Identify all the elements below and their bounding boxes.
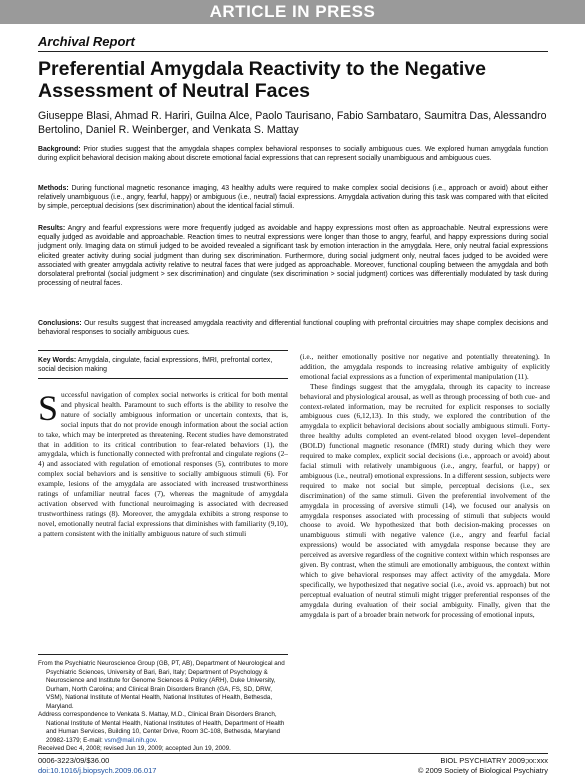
keywords-rule xyxy=(38,350,288,351)
drop-cap: S xyxy=(38,388,59,428)
received-dates: Received Dec 4, 2008; revised Jun 19, 2009; accepted Jun 19, 2009. xyxy=(38,745,231,752)
email-link[interactable]: vsm@mail.nih.gov xyxy=(104,736,156,744)
affiliation-rule xyxy=(38,654,288,655)
footer-right xyxy=(418,756,548,776)
abstract-background: Background: Prior studies suggest that the amygdala shapes complex behavioral responses to socially ambiguous cues. We explored human amygdala function during explicit behavioral decision making about discrete emotional facial expressions that can represent socially unambiguous and ambiguous cues. xyxy=(38,146,548,163)
abstract-conclusions: Conclusions: Our results suggest that increased amygdala reactivity and differential functional coupling with prefrontal circuitries may shape complex decisions and behavioral responses to socially ambiguous cues. xyxy=(38,320,548,337)
right-column-paragraph-2: These findings suggest that the amygdala, through its capacity to increase behavioral and physiological arousal, as well as through processing of both cue- and context-related information, may be recruited for explicit responses to socially ambiguous cues (6,12,13). In this study, we explored the contribution of the amygdala to explicit behavioral decisions about socially ambiguous stimuli. Forty-three healthy adults completed an event-related blood oxygen level–dependent (BOLD) functional magnetic resonance (fMRI) study during which they were required to make complex, explicit social decisions (i.e., approach or avoid) about facial stimuli with relatively unambiguous (i.e., angry, fearful, or happy) or ambiguous (i.e., neutral) emotional expressions. In a different session, subjects were required to make not social but simple, perceptual decisions (i.e., sex discrimination) of the same stimuli. Given the preferential involvement of the amygdala in processing of aversive stimuli (14), we focused our analysis on amygdala responses associated with processing of stimuli that subjects would choose to avoid. We hypothesized that both decision-making processes on unambiguous stimuli with negative valence (i.e., angry and fearful facial expressions) would be associated with amygdala response because they are perceived as aversive regardless of the cognitive context within which responses are given. By contrast, when the stimuli are emotionally ambiguous, the context within which to give behavioral responses may affect activity of the amygdala. More specifically, we hypothesized that negative social (i.e., avoid vs. approach) but not perceptual evaluation of neutral stimuli might trigger preferential responses of the amygdala during evaluation of their social ambiguity. Finally, given that the amygdala is part of a broader brain network for processing of emotional inputs, xyxy=(300,381,550,619)
copyright: © 2009 Society of Biological Psychiatry xyxy=(417,766,548,775)
keywords: Key Words: Amygdala, cingulate, facial expressions, fMRI, prefrontal cortex, social decision making xyxy=(38,357,273,374)
section-label: Archival Report xyxy=(38,34,135,49)
abstract-results: Results: Angry and fearful expressions were more frequently judged as avoidable and happy expressions most often as approachable. Neutral expressions were equally judged as avoidable and approachable. Reaction times to neutral expressions were longer than those to angry, fearful, and happy expressions during social judgment only. Imaging data on stimuli judged to be avoided revealed a significant task by emotion interaction in the amygdala. Here, only neutral facial expressions elicited greater activity during social judgment than during sex discrimination. Furthermore, during social judgment only, neutral faces judged to be avoided were associated with greater amygdala activity relative to neutral faces that were judged as approachable. Moreover, functional coupling between the amygdala and both dorsolateral prefrontal (social judgment > sex discrimination) and cingulate (sex discrimination > social judgment) cortices was differentially modulated by task during processing of neutral faces. xyxy=(38,225,548,288)
body-left-column: Successful navigation of complex social networks is critical for both mental and physical health. Paramount to such efforts is the ability to resolve the nature of socially ambiguous information or uncertain contexts, that is, social inputs that do not provide enough information about the social action to take, which may be interpreted as threatening. Recent studies have demonstrated that in addition to its critical contribution to fear-related behaviors (1), the amygdala, which is functionally connected with prefrontal and cingulate regions (2–4) and associated with regulation of emotional responses (5), contributes to more complex social behaviors and is sensitive to socially ambiguous stimuli (6). For example, lesions of the amygdala are associated with increased trustworthiness ratings of unfamiliar neutral faces (7), whereas the magnitude of amygdala activation observed with functional neuroimaging is associated with decreased trustworthiness ratings (8). Moreover, the amygdala exhibits a strong response to novel, emotionally neutral facial expressions that diminishes with familiarity (9,10), a pattern consistent with the initially ambiguous nature of such stimuli xyxy=(38,388,288,538)
correspondence: Address correspondence to Venkata S. Mattay, M.D., Clinical Brain Disorders Branch, National Institute of Mental Health, National Institutes of Health, Department of Health and Human Services, Building 10, Center Drive, Room 3C-108, Bethesda, Maryland 20982-1379; E-mail: vsm@mail.nih.gov. xyxy=(38,711,285,744)
body-right-column xyxy=(300,352,550,619)
issn: 0006-3223/09/$36.00 xyxy=(38,756,110,765)
affiliation-from: From the Psychiatric Neuroscience Group (GB, PT, AB), Department of Neurological and Psychiatric Sciences, University of Bari, Bari, Italy; Department of Psychology & Neuroscience and Institute for Genome Sciences & Policy (ARH), Duke University, Durham, North Carolina; and Clinical Brain Disorders Branch (GA, FS, SD, DRW, VSM), National Institute of Mental Health, National Institutes of Health, Bethesda, Maryland. xyxy=(38,660,285,710)
author-list: Giuseppe Blasi, Ahmad R. Hariri, Guilna Alce, Paolo Taurisano, Fabio Sambataro, Saumitra Das, Alessandro Bertolino, Daniel R. Weinberger, and Venkata S. Mattay xyxy=(38,110,547,136)
header-rule xyxy=(38,51,548,52)
journal-citation: BIOL PSYCHIATRY 2009;xx:xxx xyxy=(440,756,548,765)
article-in-press-banner: ARTICLE IN PRESS xyxy=(0,0,585,24)
affiliations xyxy=(38,660,288,754)
abstract-methods: Methods: During functional magnetic resonance imaging, 43 healthy adults were required to make complex social decisions (i.e., approach or avoid) about either relatively unambiguous (i.e., angry, fearful, happy) or ambiguous (i.e., neutral) facial expressions. Amygdala activation during this task was compared with that elicited by simple, perceptual decisions (sex discrimination) about the identical facial stimuli. xyxy=(38,185,548,211)
doi-link[interactable]: doi:10.1016/j.biopsych.2009.06.017 xyxy=(38,766,157,775)
footer-rule xyxy=(38,753,548,754)
keywords-rule-bottom xyxy=(38,378,288,379)
footer-left xyxy=(38,756,156,776)
right-column-paragraph-1: (i.e., neither emotionally positive nor negative and potentially threatening). In addition, the amygdala responds to increasing relative ambiguity of explicitly emotional facial expressions as a function of experimental manipulation (11). xyxy=(300,352,550,381)
article-title: Preferential Amygdala Reactivity to the Negative Assessment of Neutral Faces xyxy=(38,58,486,102)
